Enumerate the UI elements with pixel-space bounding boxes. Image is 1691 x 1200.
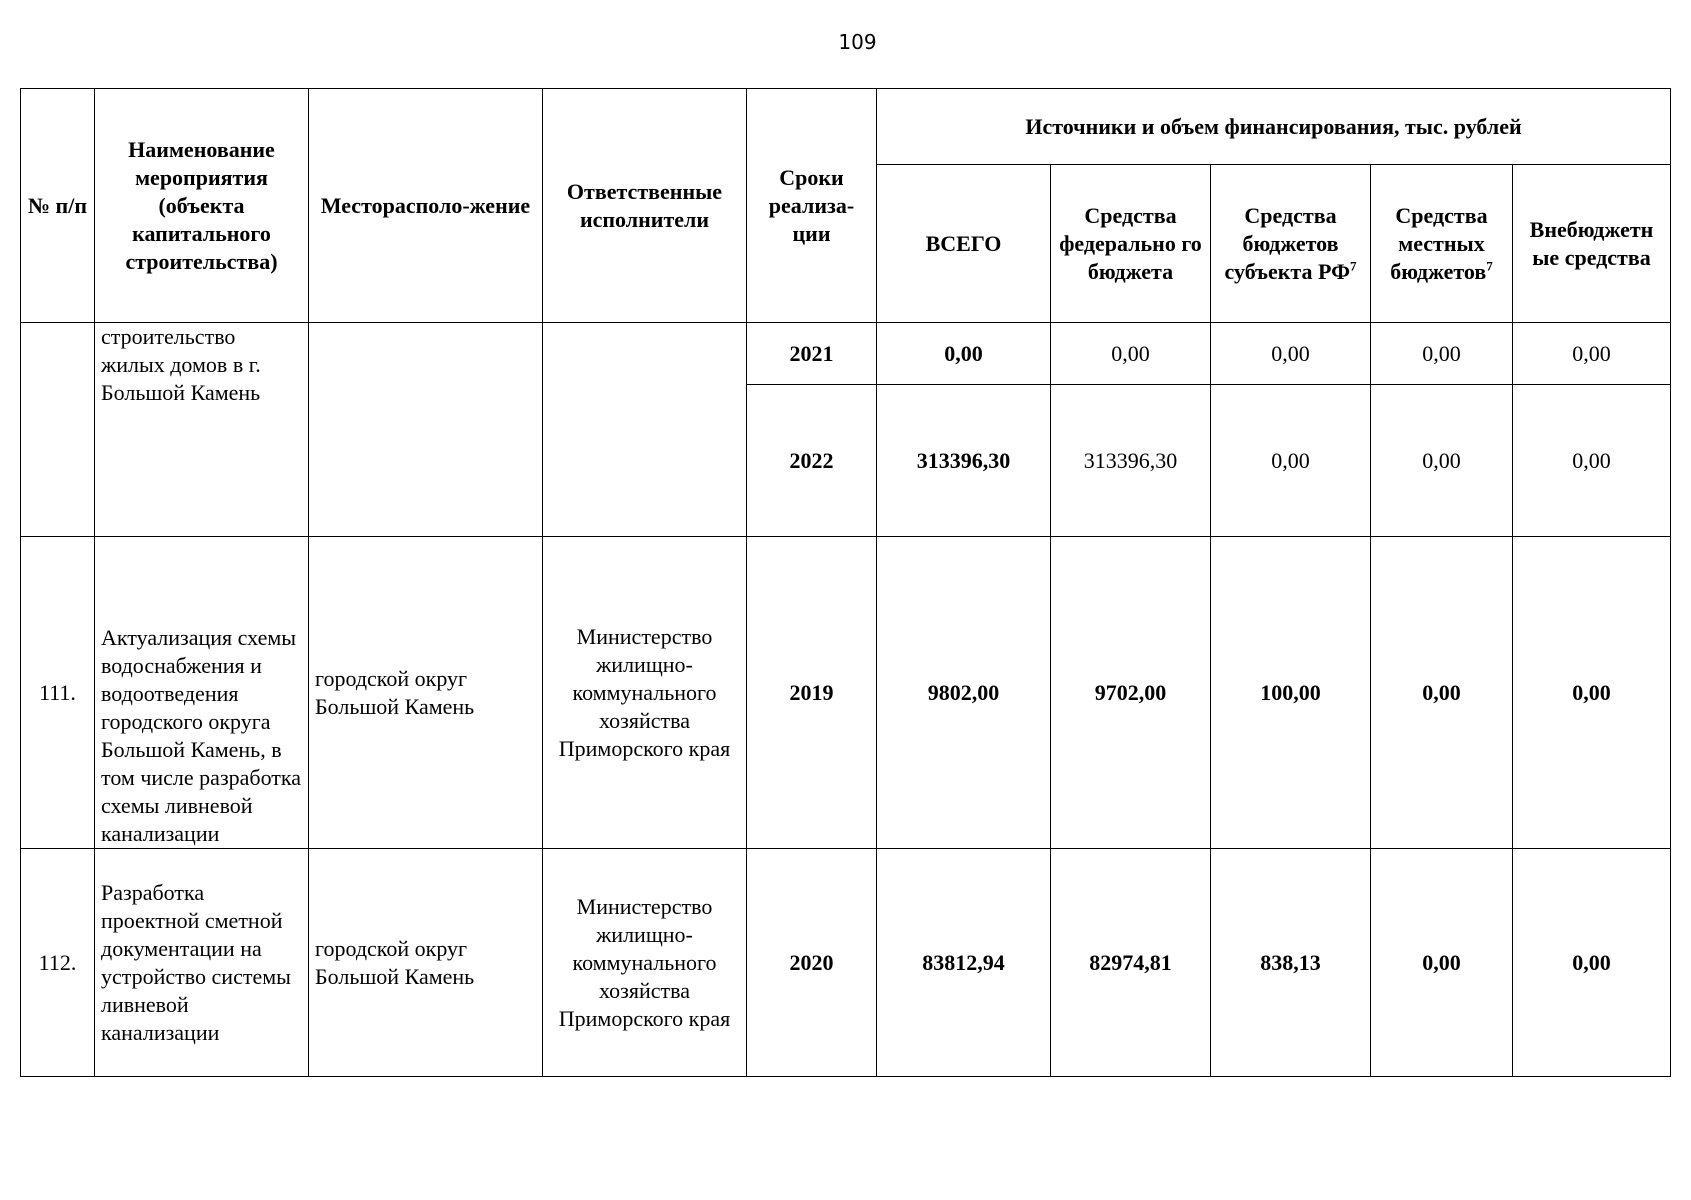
header-extra: Внебюджетн ые средства xyxy=(1513,165,1671,323)
row-extra: 0,00 xyxy=(1513,537,1671,849)
row-subject: 100,00 xyxy=(1211,537,1371,849)
row-name: строительство жилых домов в г. Большой Камень xyxy=(95,323,309,537)
row-total: 313396,30 xyxy=(877,385,1051,537)
row-name: Разработка проектной сметной документации на устройство системы ливневой канализации xyxy=(95,849,309,1077)
row-num: 112. xyxy=(21,849,95,1077)
row-executors xyxy=(543,323,747,537)
table-row xyxy=(21,323,1671,385)
row-local: 0,00 xyxy=(1371,323,1513,385)
header-local xyxy=(1371,165,1513,323)
row-location: городской округ Большой Камень xyxy=(309,849,543,1077)
row-local: 0,00 xyxy=(1371,385,1513,537)
header-terms: Сроки реализа-ции xyxy=(747,89,877,323)
row-executors: Министерство жилищно-коммунального хозяйства Приморского края xyxy=(543,537,747,849)
row-extra: 0,00 xyxy=(1513,323,1671,385)
row-total: 83812,94 xyxy=(877,849,1051,1077)
row-federal: 0,00 xyxy=(1051,323,1211,385)
row-year: 2021 xyxy=(747,323,877,385)
row-local: 0,00 xyxy=(1371,537,1513,849)
header-name: Наименование мероприятия (объекта капитального строительства) xyxy=(95,89,309,323)
row-federal: 313396,30 xyxy=(1051,385,1211,537)
table-row xyxy=(21,537,1671,849)
header-subject-footnote: 7 xyxy=(1349,258,1357,274)
header-subject-label: Средства бюджетов субъекта РФ xyxy=(1224,202,1350,284)
table-row xyxy=(21,849,1671,1077)
row-num: 111. xyxy=(21,537,95,849)
header-location: Месторасполо-жение xyxy=(309,89,543,323)
row-subject: 0,00 xyxy=(1211,385,1371,537)
row-federal: 9702,00 xyxy=(1051,537,1211,849)
row-num xyxy=(21,323,95,537)
header-num: № п/п xyxy=(21,89,95,323)
row-year: 2019 xyxy=(747,537,877,849)
header-total: ВСЕГО xyxy=(877,165,1051,323)
header-financing-group: Источники и объем финансирования, тыс. рублей xyxy=(877,89,1671,165)
row-total: 0,00 xyxy=(877,323,1051,385)
row-name: Актуализация схемы водоснабжения и водоотведения городского округа Большой Камень, в том числе разработка схемы ливневой канализации xyxy=(95,537,309,849)
row-extra: 0,00 xyxy=(1513,849,1671,1077)
row-total: 9802,00 xyxy=(877,537,1051,849)
row-location xyxy=(309,323,543,537)
row-local: 0,00 xyxy=(1371,849,1513,1077)
header-local-label: Средства местных бюджетов xyxy=(1390,202,1488,284)
header-subject xyxy=(1211,165,1371,323)
row-year: 2022 xyxy=(747,385,877,537)
row-year: 2020 xyxy=(747,849,877,1077)
row-subject: 838,13 xyxy=(1211,849,1371,1077)
table-header-row xyxy=(21,89,1671,165)
header-federal: Средства федерально го бюджета xyxy=(1051,165,1211,323)
header-local-footnote: 7 xyxy=(1486,258,1493,274)
financing-table xyxy=(20,88,1671,1077)
row-extra: 0,00 xyxy=(1513,385,1671,537)
header-executors: Ответственные исполнители xyxy=(543,89,747,323)
row-federal: 82974,81 xyxy=(1051,849,1211,1077)
row-executors: Министерство жилищно-коммунального хозяйства Приморского края xyxy=(543,849,747,1077)
page-number: 109 xyxy=(838,30,877,54)
row-location: городской округ Большой Камень xyxy=(309,537,543,849)
row-subject: 0,00 xyxy=(1211,323,1371,385)
